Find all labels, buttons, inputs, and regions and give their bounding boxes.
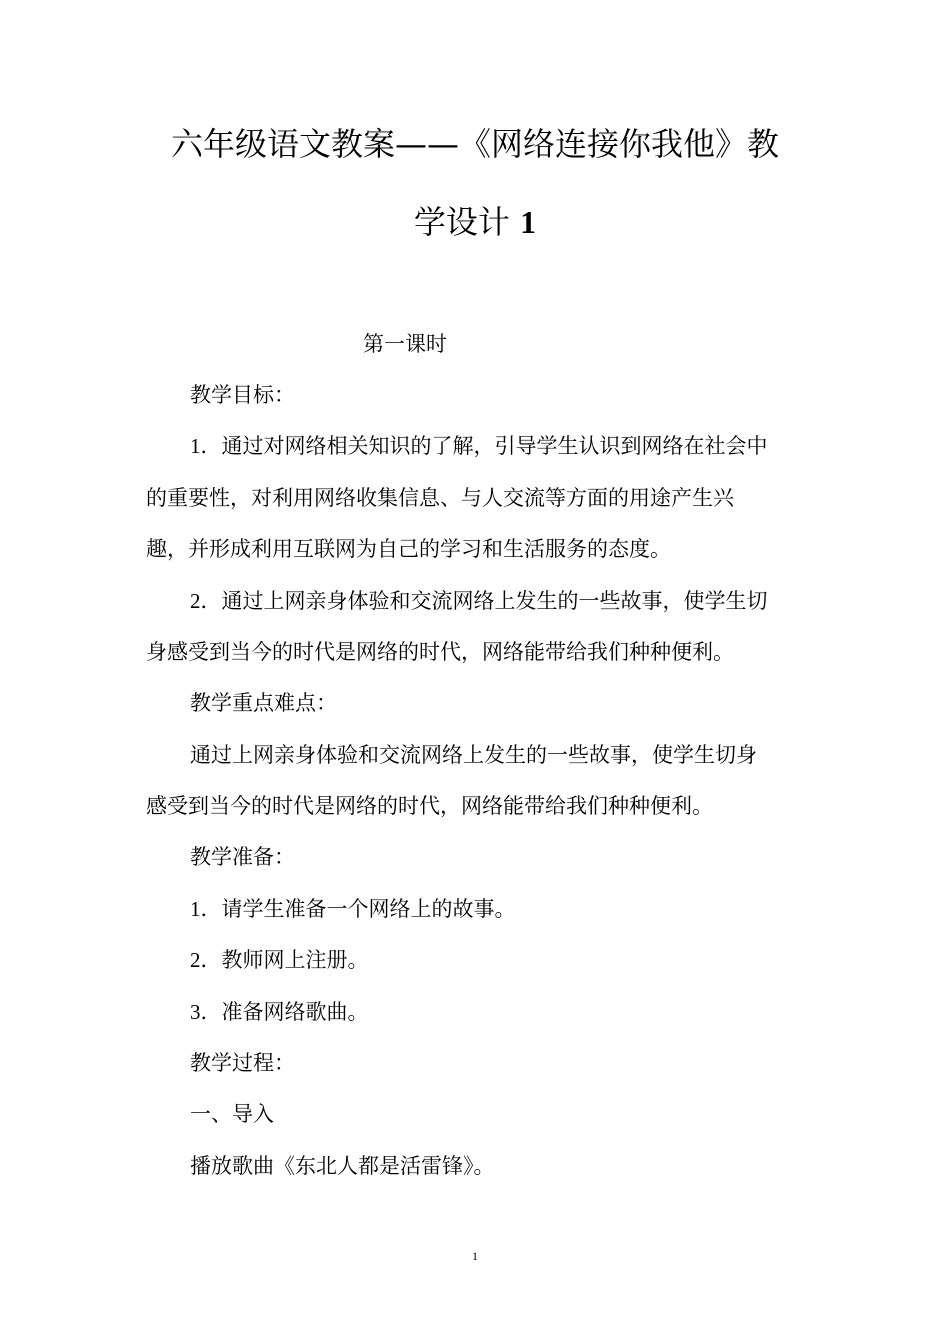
lesson-label: 第一课时 bbox=[363, 332, 447, 356]
goals-heading: 教学目标： bbox=[190, 383, 295, 407]
prep-item-3 bbox=[190, 998, 369, 1026]
keypoints-line-2: 感受到当今的时代是网络的时代，网络能带给我们种种便利。 bbox=[146, 794, 713, 818]
document-title-line-2 bbox=[140, 202, 810, 242]
document-title-line-1 bbox=[140, 124, 810, 164]
prep-item-3-text: ．准备网络歌曲。 bbox=[200, 1000, 369, 1024]
prep-item-3-number: 3 bbox=[190, 1000, 201, 1024]
title-text: 六年级语文教案——《网络连接你我他》教 bbox=[170, 125, 779, 163]
prep-item-1 bbox=[190, 895, 516, 923]
prep-heading: 教学准备： bbox=[190, 845, 295, 869]
goal-2-number: 2 bbox=[190, 589, 201, 613]
goal-1-text: ．通过对网络相关知识的了解，引导学生认识到网络在社会中 bbox=[200, 434, 768, 458]
prep-item-2 bbox=[190, 946, 369, 974]
goal-1-line-3: 趣，并形成利用互联网为自己的学习和生活服务的态度。 bbox=[146, 537, 671, 561]
title-text-continued: 学设计 bbox=[413, 203, 510, 241]
keypoints-heading: 教学重点难点： bbox=[190, 691, 337, 715]
process-heading: 教学过程： bbox=[190, 1051, 295, 1075]
prep-item-2-number: 2 bbox=[190, 948, 201, 972]
title-number: 1 bbox=[520, 204, 537, 240]
prep-item-1-text: ．请学生准备一个网络上的故事。 bbox=[200, 897, 516, 921]
section-1-text: 播放歌曲《东北人都是活雷锋》。 bbox=[190, 1154, 495, 1178]
goal-2-line-2: 身感受到当今的时代是网络的时代，网络能带给我们种种便利。 bbox=[146, 640, 734, 664]
page-number: 1 bbox=[472, 1249, 478, 1263]
goal-1-line-2: 的重要性，对利用网络收集信息、与人交流等方面的用途产生兴 bbox=[146, 486, 734, 510]
prep-item-1-number: 1 bbox=[190, 897, 201, 921]
goal-1-number: 1 bbox=[190, 434, 201, 458]
goal-2-line-1 bbox=[190, 587, 768, 615]
goal-1-line-1 bbox=[190, 432, 768, 460]
section-1-heading: 一、导入 bbox=[190, 1102, 274, 1126]
goal-2-text: ．通过上网亲身体验和交流网络上发生的一些故事，使学生切 bbox=[200, 589, 768, 613]
keypoints-line-1: 通过上网亲身体验和交流网络上发生的一些故事，使学生切身 bbox=[190, 743, 757, 767]
prep-item-2-text: ．教师网上注册。 bbox=[200, 948, 369, 972]
